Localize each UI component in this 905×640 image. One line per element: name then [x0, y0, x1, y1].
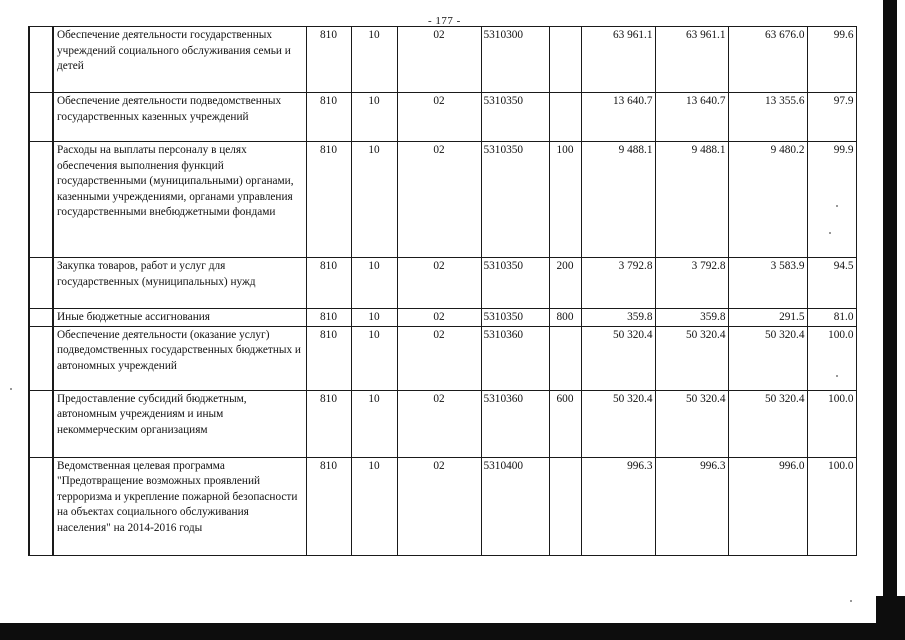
section-code: 10: [351, 142, 397, 258]
approved-amount: 50 320.4: [581, 326, 655, 390]
ministry-code: 810: [306, 258, 351, 309]
approved-amount: 63 961.1: [581, 27, 655, 93]
executed-amount: 291.5: [728, 309, 807, 327]
approved-amount: 3 792.8: [581, 258, 655, 309]
table-row: [29, 309, 856, 327]
revised-amount: 50 320.4: [655, 326, 728, 390]
execution-percent: 100.0: [807, 457, 856, 555]
ministry-code: 810: [306, 326, 351, 390]
target-article-code: 5310400: [481, 457, 549, 555]
row-name: Обеспечение деятельности подведомственных государственных казенных учреждений: [53, 93, 306, 142]
target-article-code: 5310350: [481, 258, 549, 309]
expense-type-code: [549, 326, 581, 390]
table-row: [29, 142, 856, 258]
scan-edge-corner: [876, 596, 905, 640]
scan-speck: [836, 375, 838, 377]
approved-amount: 13 640.7: [581, 93, 655, 142]
expense-type-code: 200: [549, 258, 581, 309]
ministry-code: 810: [306, 27, 351, 93]
executed-amount: 50 320.4: [728, 326, 807, 390]
row-name: Ведомственная целевая программа "Предотвращение возможных проявлений терроризма и укрепление пожарной безопасности на объектах социального обслуживания населения" на 2014-2016 годы: [53, 457, 306, 555]
section-code: 10: [351, 309, 397, 327]
execution-percent: 99.9: [807, 142, 856, 258]
row-name: Обеспечение деятельности государственных учреждений социального обслуживания семьи и детей: [53, 27, 306, 93]
section-code: 10: [351, 93, 397, 142]
approved-amount: 996.3: [581, 457, 655, 555]
expense-type-code: [549, 27, 581, 93]
section-code: 10: [351, 27, 397, 93]
approved-amount: 359.8: [581, 309, 655, 327]
target-article-code: 5310300: [481, 27, 549, 93]
approved-amount: 50 320.4: [581, 390, 655, 457]
subsection-code: 02: [397, 309, 481, 327]
row-name: Расходы на выплаты персоналу в целях обеспечения выполнения функций государственными (муниципальными) органами, казенными учреждениями, органами управления государственными внебюджетными фондами: [53, 142, 306, 258]
table-row: [29, 390, 856, 457]
margin-cell: [29, 93, 53, 142]
subsection-code: 02: [397, 258, 481, 309]
executed-amount: 50 320.4: [728, 390, 807, 457]
table-row: [29, 93, 856, 142]
revised-amount: 9 488.1: [655, 142, 728, 258]
revised-amount: 996.3: [655, 457, 728, 555]
target-article-code: 5310350: [481, 142, 549, 258]
executed-amount: 3 583.9: [728, 258, 807, 309]
section-code: 10: [351, 390, 397, 457]
section-code: 10: [351, 326, 397, 390]
ministry-code: 810: [306, 457, 351, 555]
table-row: [29, 457, 856, 555]
page-number: - 177 -: [428, 15, 461, 27]
section-code: 10: [351, 258, 397, 309]
margin-cell: [29, 142, 53, 258]
scan-edge-bottom: [0, 623, 905, 640]
revised-amount: 63 961.1: [655, 27, 728, 93]
section-code: 10: [351, 457, 397, 555]
executed-amount: 63 676.0: [728, 27, 807, 93]
table-row: [29, 326, 856, 390]
scan-speck: [850, 600, 852, 602]
execution-percent: 94.5: [807, 258, 856, 309]
executed-amount: 9 480.2: [728, 142, 807, 258]
scan-speck: [836, 205, 838, 207]
revised-amount: 3 792.8: [655, 258, 728, 309]
row-name: Предоставление субсидий бюджетным, автономным учреждениям и иным некоммерческим организациям: [53, 390, 306, 457]
approved-amount: 9 488.1: [581, 142, 655, 258]
ministry-code: 810: [306, 390, 351, 457]
execution-percent: 100.0: [807, 326, 856, 390]
margin-cell: [29, 457, 53, 555]
scan-speck: [10, 388, 12, 390]
execution-percent: 81.0: [807, 309, 856, 327]
ministry-code: 810: [306, 142, 351, 258]
ministry-code: 810: [306, 93, 351, 142]
executed-amount: 13 355.6: [728, 93, 807, 142]
revised-amount: 50 320.4: [655, 390, 728, 457]
target-article-code: 5310360: [481, 326, 549, 390]
row-name: Закупка товаров, работ и услуг для государственных (муниципальных) нужд: [53, 258, 306, 309]
margin-cell: [29, 309, 53, 327]
subsection-code: 02: [397, 326, 481, 390]
margin-cell: [29, 326, 53, 390]
budget-execution-table: [28, 26, 857, 556]
subsection-code: 02: [397, 27, 481, 93]
target-article-code: 5310360: [481, 390, 549, 457]
margin-cell: [29, 27, 53, 93]
row-name: Иные бюджетные ассигнования: [53, 309, 306, 327]
executed-amount: 996.0: [728, 457, 807, 555]
subsection-code: 02: [397, 93, 481, 142]
subsection-code: 02: [397, 390, 481, 457]
execution-percent: 99.6: [807, 27, 856, 93]
expense-type-code: 100: [549, 142, 581, 258]
target-article-code: 5310350: [481, 309, 549, 327]
target-article-code: 5310350: [481, 93, 549, 142]
margin-cell: [29, 390, 53, 457]
expense-type-code: 800: [549, 309, 581, 327]
table-row: [29, 27, 856, 93]
ministry-code: 810: [306, 309, 351, 327]
subsection-code: 02: [397, 142, 481, 258]
execution-percent: 100.0: [807, 390, 856, 457]
revised-amount: 359.8: [655, 309, 728, 327]
scan-edge-right: [883, 0, 897, 612]
subsection-code: 02: [397, 457, 481, 555]
expense-type-code: [549, 93, 581, 142]
margin-cell: [29, 258, 53, 309]
row-name: Обеспечение деятельности (оказание услуг) подведомственных государственных бюджетных и автономных учреждений: [53, 326, 306, 390]
execution-percent: 97.9: [807, 93, 856, 142]
expense-type-code: 600: [549, 390, 581, 457]
revised-amount: 13 640.7: [655, 93, 728, 142]
table-row: [29, 258, 856, 309]
scan-speck: [829, 232, 831, 234]
expense-type-code: [549, 457, 581, 555]
